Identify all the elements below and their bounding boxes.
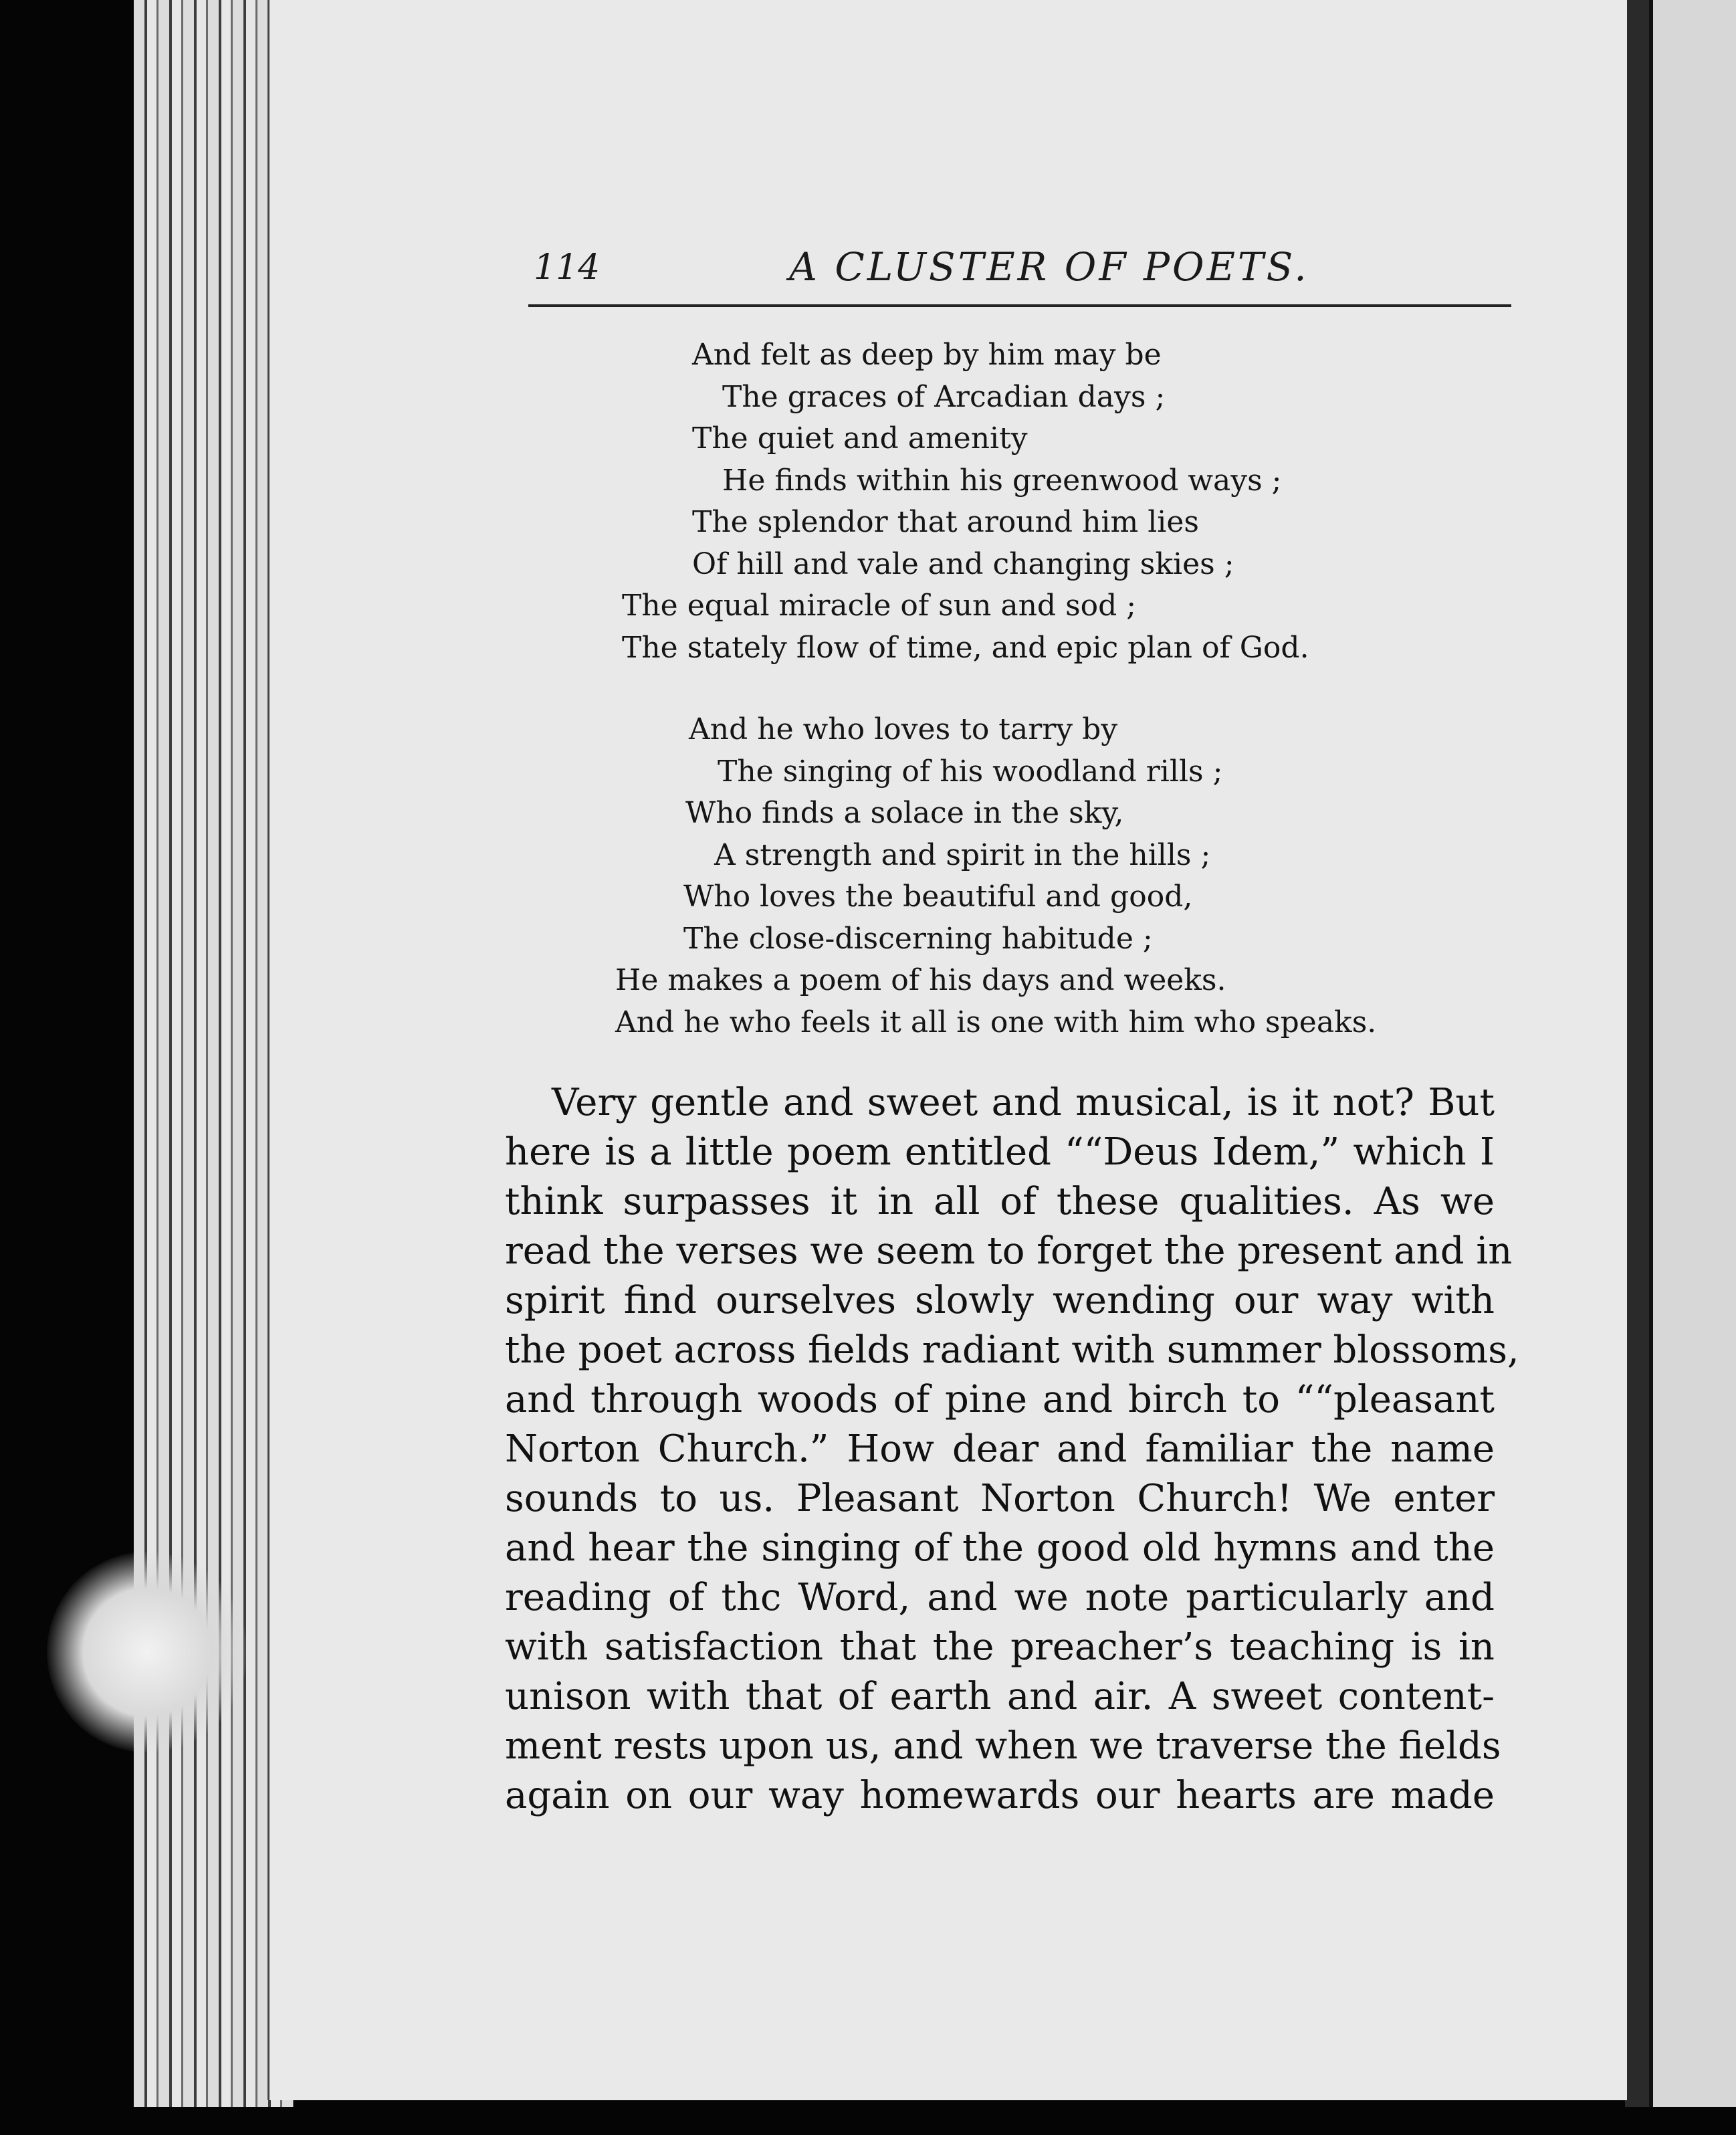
poem-line: And he who feels it all is one with him who speaks. — [615, 1005, 1377, 1039]
prose-line: and hear the singing of the good old hymns and the — [505, 1526, 1495, 1570]
prose-line: unison with that of earth and air. A sweet content- — [505, 1675, 1495, 1718]
prose-line: the poet across fields radiant with summer blossoms, — [505, 1328, 1519, 1372]
prose-line: think surpasses it in all of these qualities. As we — [505, 1180, 1495, 1223]
prose-line: again on our way homewards our hearts are made — [505, 1774, 1495, 1817]
poem-line: The graces of Arcadian days ; — [722, 380, 1166, 414]
prose-line: with satisfaction that the preacher’s teaching is in — [505, 1625, 1495, 1669]
prose-line: read the verses we seem to forget the present and in — [505, 1229, 1513, 1273]
poem-line: The close-discerning habitude ; — [683, 922, 1153, 956]
poem-line: Of hill and vale and changing skies ; — [692, 547, 1234, 581]
page-number: 114 — [534, 247, 601, 288]
prose-line: and through woods of pine and birch to ““pleasant — [505, 1378, 1495, 1421]
poem-line: A strength and spirit in the hills ; — [714, 838, 1211, 872]
poem-line: The equal miracle of sun and sod ; — [622, 589, 1137, 623]
poem-line: The splendor that around him lies — [692, 505, 1199, 539]
poem-line: Who loves the beautiful and good, — [683, 880, 1193, 914]
poem-line: And felt as deep by him may be — [692, 338, 1162, 372]
poem-line: He makes a poem of his days and weeks. — [615, 963, 1226, 997]
prose-line: sounds to us. Pleasant Norton Church! We enter — [505, 1477, 1495, 1520]
poem-line: The stately flow of time, and epic plan of God. — [622, 631, 1309, 665]
gutter-shadow — [1625, 0, 1649, 2107]
poem-line: The quiet and amenity — [692, 421, 1028, 455]
paper-stain — [47, 1552, 247, 1752]
prose-line: reading of thc Word, and we note particularly and — [505, 1576, 1495, 1619]
poem-line: The singing of his woodland rills ; — [718, 754, 1223, 789]
prose-line: Very gentle and sweet and musical, is it not? But — [552, 1081, 1495, 1124]
poem-line: Who finds a solace in the sky, — [685, 796, 1124, 830]
prose-line: spirit find ourselves slowly wending our way with — [505, 1279, 1495, 1322]
prose-line: here is a little poem entitled ““Deus Idem,” which I — [505, 1130, 1495, 1174]
prose-paragraph — [505, 1078, 1519, 1821]
prose-line: Norton Church.” How dear and familiar the name — [505, 1427, 1495, 1471]
poem-line: And he who loves to tarry by — [689, 712, 1118, 746]
running-title: A CLUSTER OF POETS. — [789, 244, 1309, 290]
poem-line: He finds within his greenwood ways ; — [722, 464, 1282, 498]
next-page-edge — [1649, 0, 1736, 2107]
prose-line: ment rests upon us, and when we traverse the fields — [505, 1724, 1501, 1768]
page-header — [528, 237, 1511, 307]
